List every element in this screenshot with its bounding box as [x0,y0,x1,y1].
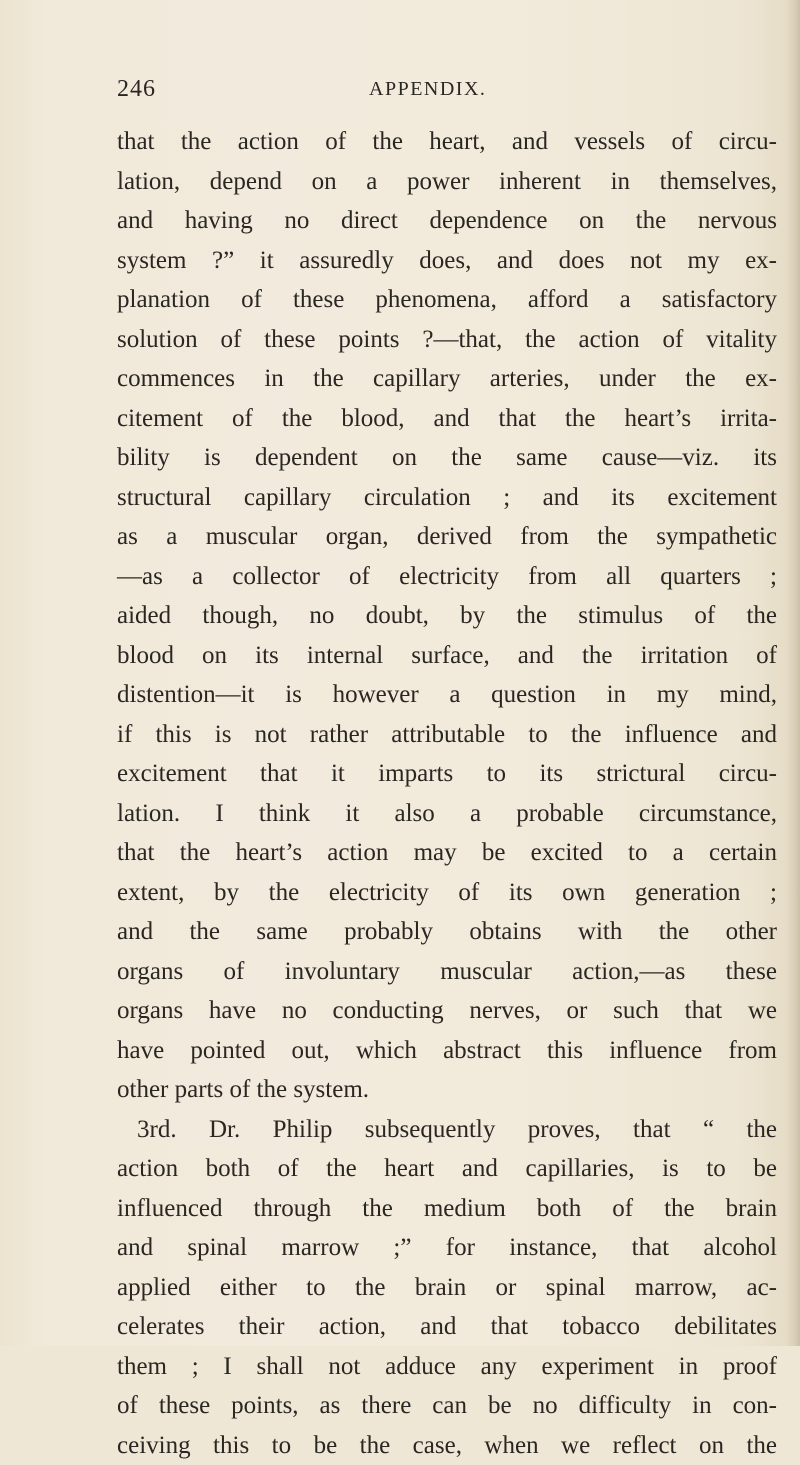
text-line: organs have no conducting nerves, or such that we [117,991,777,1031]
text-line: and spinal marrow ;” for instance, that alcohol [117,1228,777,1268]
text-line: system ?” it assuredly does, and does not my ex- [117,241,777,281]
text-line: celerates their action, and that tobacco debilitates [117,1307,777,1347]
text-line: structural capillary circulation ; and its excitement [117,478,777,518]
text-line: solution of these points ?—that, the action of vitality [117,320,777,360]
text-line: influenced through the medium both of the brain [117,1189,777,1229]
page-header [117,76,777,106]
text-line: citement of the blood, and that the heart’s irrita- [117,399,777,439]
text-line: that the heart’s action may be excited to a certain [117,833,777,873]
text-line: 3rd. Dr. Philip subsequently proves, that “ the [117,1110,777,1150]
text-line: extent, by the electricity of its own generation ; [117,873,777,913]
text-line: —as a collector of electricity from all quarters ; [117,557,777,597]
text-line: planation of these phenomena, afford a satisfactory [117,280,777,320]
text-line: lation. I think it also a probable circumstance, [117,794,777,834]
text-line: if this is not rather attributable to the influence and [117,715,777,755]
text-line: other parts of the system. [117,1070,777,1110]
text-line: distention—it is however a question in my mind, [117,675,777,715]
text-line: bility is dependent on the same cause—viz. its [117,438,777,478]
text-line: lation, depend on a power inherent in themselves, [117,162,777,202]
text-line: blood on its internal surface, and the irritation of [117,636,777,676]
text-line: of these points, as there can be no difficulty in con- [117,1386,777,1426]
text-line: commences in the capillary arteries, under the ex- [117,359,777,399]
text-line: them ; I shall not adduce any experiment in proof [117,1347,777,1387]
text-line: applied either to the brain or spinal marrow, ac- [117,1268,777,1308]
text-line: and the same probably obtains with the other [117,912,777,952]
text-line: and having no direct dependence on the nervous [117,201,777,241]
text-line: action both of the heart and capillaries, is to be [117,1149,777,1189]
body-text [117,122,777,1465]
text-line: that the action of the heart, and vessels of circu- [117,122,777,162]
running-head: APPENDIX. [369,78,486,101]
text-line: excitement that it imparts to its strictural circu- [117,754,777,794]
text-line: have pointed out, which abstract this influence from [117,1031,777,1071]
text-line: aided though, no doubt, by the stimulus of the [117,596,777,636]
page-edge-shadow [786,0,800,1346]
text-line: as a muscular organ, derived from the sympathetic [117,517,777,557]
text-line: organs of involuntary muscular action,—as these [117,952,777,992]
text-line: ceiving this to be the case, when we reflect on the [117,1426,777,1465]
page-number: 246 [117,76,156,103]
